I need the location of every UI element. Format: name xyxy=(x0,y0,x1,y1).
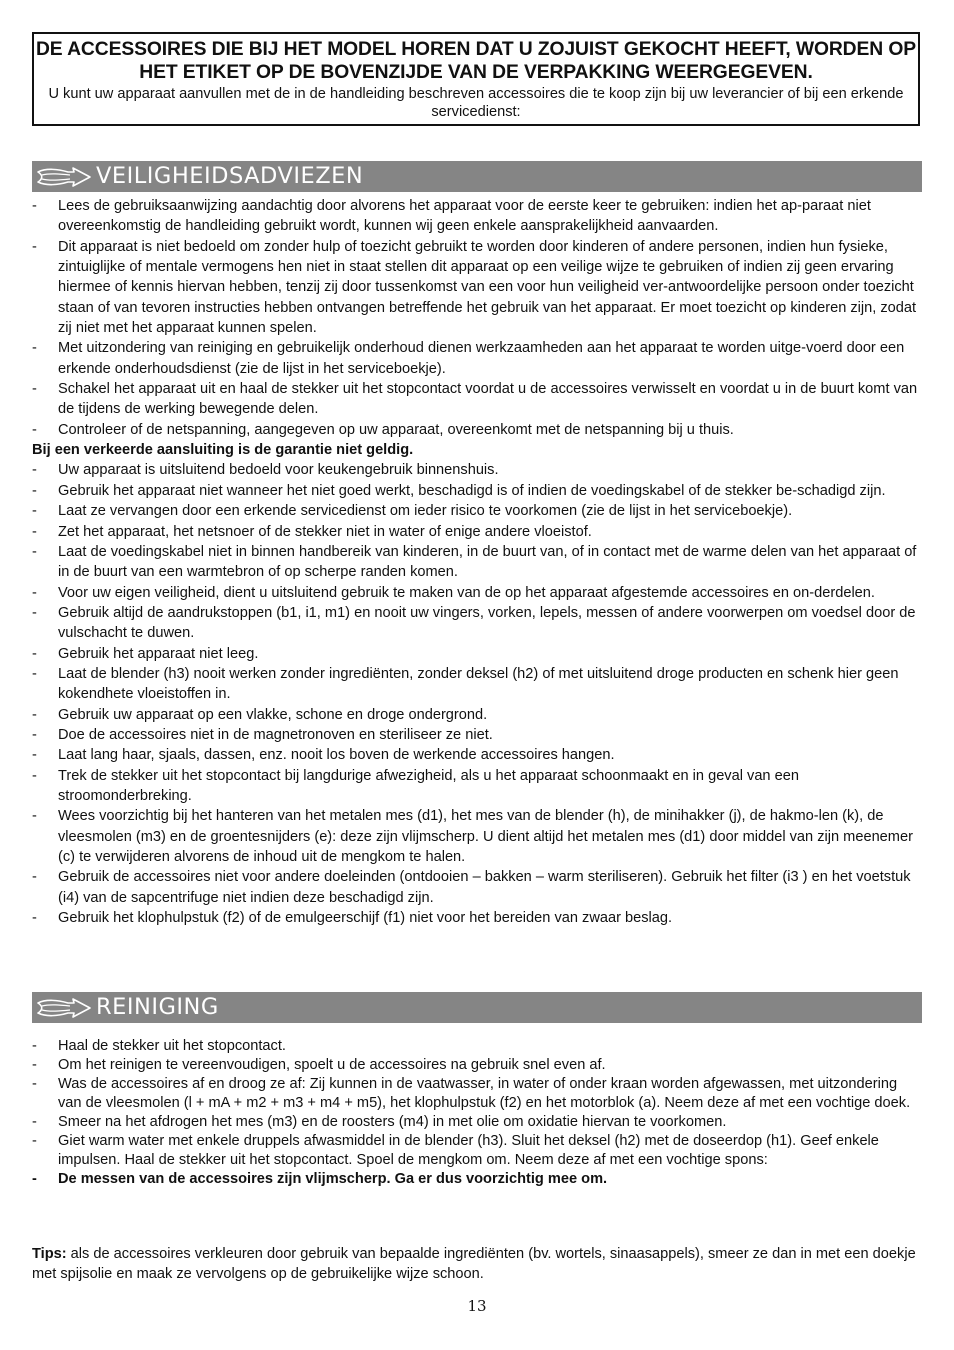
list-item-text: Gebruik de accessoires niet voor andere doeleinden (ontdooien – bakken – warm steriliseren). Gebruik het filter (i3 ) en het voetstuk (i4) van de sapcentrifuge niet indien deze beschadigd zijn. xyxy=(58,869,911,906)
list-item xyxy=(32,908,924,928)
list-item xyxy=(32,1056,924,1075)
notice-subtitle: U kunt uw apparaat aanvullen met de in de handleiding beschreven accessoires die te koop zijn bij uw leverancier of bij een erkende servicedienst: xyxy=(48,86,904,120)
list-item-text: De messen van de accessoires zijn vlijmscherp. Ga er dus voorzichtig mee om. xyxy=(58,1170,608,1187)
list-item-text: Om het reinigen te vereenvoudigen, spoelt u de accessoires na gebruik snel even af. xyxy=(58,1056,606,1073)
bullet-dash: - xyxy=(32,482,37,499)
bullet-dash: - xyxy=(32,726,37,743)
list-item-text: Gebruik uw apparaat op een vlakke, schone en droge ondergrond. xyxy=(58,706,488,723)
list-item xyxy=(32,644,924,664)
list-item-text: Met uitzondering van reiniging en gebruikelijk onderhoud dienen werkzaamheden aan het apparaat te worden uitge-voerd door een erkende onderhoudsdienst (zie de lijst in het serviceboekje). xyxy=(58,340,905,377)
bullet-dash: - xyxy=(32,1038,37,1054)
safety-list xyxy=(32,196,924,928)
notice-title: DE ACCESSOIRES DIE BIJ HET MODEL HOREN DAT U ZOJUIST GEKOCHT HEEFT, WORDEN OP HET ETIKET OP DE BOVENZIJDE VAN DE VERPAKKING WEERGEGEVEN. xyxy=(35,39,917,83)
bullet-dash: - xyxy=(32,238,37,255)
bullet-dash: - xyxy=(32,910,37,927)
list-item xyxy=(32,705,924,725)
arrow-icon xyxy=(36,166,92,188)
list-item xyxy=(32,481,924,501)
bullet-dash: - xyxy=(32,1170,37,1187)
list-item xyxy=(32,664,924,705)
list-item xyxy=(32,420,924,440)
blade-warning xyxy=(32,1170,924,1189)
bullet-dash: - xyxy=(32,584,37,601)
list-item-text: Schakel het apparaat uit en haal de stekker uit het stopcontact voordat u de accessoires verwisselt en voordat u in de buurt komt van de tijdens de werking bewegende delen. xyxy=(58,381,918,418)
list-item xyxy=(32,867,924,908)
list-item-text: Laat de voedingskabel niet in binnen handbereik van kinderen, in de buurt van, of in contact met de warme delen van het apparaat of in de buurt van een warmtebron of op scherpe randen komen. xyxy=(58,543,917,581)
list-item xyxy=(32,237,924,339)
bullet-dash: - xyxy=(32,503,37,520)
bullet-dash: - xyxy=(32,421,37,438)
list-item xyxy=(32,745,924,765)
bullet-dash: - xyxy=(32,645,37,662)
guarantee-warning: Bij een verkeerde aansluiting is de garantie niet geldig. xyxy=(32,442,414,459)
bullet-dash: - xyxy=(32,198,37,214)
section-header-safety xyxy=(32,161,922,192)
bullet-dash: - xyxy=(32,604,37,621)
bullet-dash: - xyxy=(32,665,37,682)
accessories-notice xyxy=(32,32,920,126)
list-item-text: Uw apparaat is uitsluitend bedoeld voor keukengebruik binnenshuis. xyxy=(58,462,499,479)
list-item-text: Gebruik het apparaat niet leeg. xyxy=(58,645,259,662)
bullet-dash: - xyxy=(32,1075,37,1092)
bullet-dash: - xyxy=(32,543,37,560)
list-item xyxy=(32,196,924,237)
list-item xyxy=(32,460,924,480)
section-title-safety: VEILIGHEIDSADVIEZEN xyxy=(96,163,364,189)
list-item-text: Laat ze vervangen door een erkende servicedienst om ieder risico te voorkomen (zie de lijst in het serviceboekje). xyxy=(58,503,793,520)
list-item-text: Haal de stekker uit het stopcontact. xyxy=(58,1038,286,1054)
list-item-text: Gebruik het apparaat niet wanneer het niet goed werkt, beschadigd is of indien de voedingskabel of de stekker be-schadigd zijn. xyxy=(58,482,886,499)
section-title-cleaning: REINIGING xyxy=(96,994,219,1020)
list-item-text: Laat lang haar, sjaals, dassen, enz. nooit los boven de werkende accessoires hangen. xyxy=(58,747,615,764)
bullet-dash: - xyxy=(32,808,37,825)
bullet-dash: - xyxy=(32,1113,37,1130)
bullet-dash: - xyxy=(32,523,37,540)
list-item-text: Doe de accessoires niet in de magnetronoven en steriliseer ze niet. xyxy=(58,726,493,743)
list-item xyxy=(32,542,924,583)
list-item-text: Smeer na het afdrogen het mes (m3) en de roosters (m4) in met olie om oxidatie hiervan te voorkomen. xyxy=(58,1113,727,1130)
bullet-dash: - xyxy=(32,706,37,723)
cleaning-list xyxy=(32,1037,924,1189)
bullet-dash: - xyxy=(32,1132,37,1149)
list-item-text: Dit apparaat is niet bedoeld om zonder hulp of toezicht gebruikt te worden door kinderen of andere personen, indien hun fysieke, zintuiglijke of mentale vermogens hen niet in staat stellen dit apparaat op een veilige wijze te gebruiken of indien zij geen ervaring hiermee of kennis hiervan hebben, tenzij zij door tussenkomst van een voor hun veiligheid ver-antwoordelijke persoon onder toezicht staan of van tevoren instructies hebben ontvangen betreffende het gebruik van het apparaat. Er moet toezicht op kinderen zijn, zodat zij niet met het apparaat kunnen spelen. xyxy=(58,238,917,337)
list-item-text: Giet warm water met enkele druppels afwasmiddel in de blender (h3). Sluit het deksel (h2) met de doseerdop (h1). Geef enkele impulsen. Haal de stekker uit het stopcontact. Spoel de mengkom om. Neem deze af met een vochtige spons: xyxy=(58,1132,879,1168)
bullet-dash: - xyxy=(32,869,37,886)
page-number: 13 xyxy=(467,1297,487,1315)
list-item xyxy=(32,522,924,542)
tips-text: als de accessoires verkleuren door gebruik van bepaalde ingrediënten (bv. wortels, sinaasappels), smeer ze dan in met een doekje met spijsolie en maak ze vervolgens op de gebruikelijke wijze schoon. xyxy=(32,1246,916,1282)
list-item xyxy=(32,338,924,379)
list-item xyxy=(32,1037,924,1056)
list-item xyxy=(32,379,924,420)
bullet-dash: - xyxy=(32,767,37,784)
list-item-text: Zet het apparaat, het netsnoer of de stekker niet in water of enige andere vloeistof. xyxy=(58,523,592,540)
list-item xyxy=(32,725,924,745)
list-item-text: Gebruik het klophulpstuk (f2) of de emulgeerschijf (f1) niet voor het bereiden van zwaar beslag. xyxy=(58,910,673,927)
list-item-text: Voor uw eigen veiligheid, dient u uitsluitend gebruik te maken van de op het apparaat afgestemde accessoires en on-derdelen. xyxy=(58,584,875,601)
list-item xyxy=(32,806,924,867)
section-header-cleaning xyxy=(32,992,922,1023)
list-item-text: Lees de gebruiksaanwijzing aandachtig door alvorens het apparaat voor de eerste keer te gebruiken: indien het ap-paraat niet overeenkomstig de handleiding gebruikt wordt, kunnen wij geen enkele aansprakelijkheid aanvaarden. xyxy=(58,198,871,235)
list-item xyxy=(32,603,924,644)
list-item-text: Trek de stekker uit het stopcontact bij langdurige afwezigheid, als u het apparaat schoonmaakt en in geval van een stroomonderbreking. xyxy=(58,767,799,804)
arrow-icon xyxy=(36,997,92,1019)
bullet-dash: - xyxy=(32,340,37,357)
list-item xyxy=(32,766,924,807)
list-item-text: Was de accessoires af en droog ze af: Zij kunnen in de vaatwasser, in water of onder kraan worden afgewassen, met uitzondering van de vleesmolen (l + mA + m2 + m3 + m4 + m5), het klophulpstuk (f2) en het motorblok (a). Neem deze af met een vochtige doek. xyxy=(58,1075,911,1111)
list-item xyxy=(32,1075,924,1113)
tips-paragraph xyxy=(32,1245,924,1284)
list-item-text: Wees voorzichtig bij het hanteren van het metalen mes (d1), het mes van de blender (h), de minihakker (j), de hakmo-len (k), de vleesmolen (m3) en de groentesnijders (e): deze zijn vlijmscherp. U dient altijd het metalen mes (d1) door middel van zijn meenemer (c) te verwijderen alvorens de inhoud uit de mengkom te halen. xyxy=(58,808,913,865)
bullet-dash: - xyxy=(32,747,37,764)
list-item xyxy=(32,501,924,521)
list-item xyxy=(32,1132,924,1170)
bullet-dash: - xyxy=(32,462,37,479)
list-item-text: Laat de blender (h3) nooit werken zonder ingrediënten, zonder deksel (h2) of met uitsluitend droge producten en schenk hier geen kokendhete vloeistoffen in. xyxy=(58,665,899,703)
list-item-text: Gebruik altijd de aandrukstoppen (b1, i1, m1) en nooit uw vingers, vorken, lepels, messen of andere voorwerpen om voedsel door de vulschacht te duwen. xyxy=(58,604,916,642)
list-item xyxy=(32,1113,924,1132)
bullet-dash: - xyxy=(32,381,37,398)
list-item-text: Controleer of de netspanning, aangegeven op uw apparaat, overeenkomt met de netspanning bij u thuis. xyxy=(58,421,734,438)
tips-label: Tips: xyxy=(32,1246,67,1262)
list-item xyxy=(32,583,924,603)
bullet-dash: - xyxy=(32,1056,37,1073)
